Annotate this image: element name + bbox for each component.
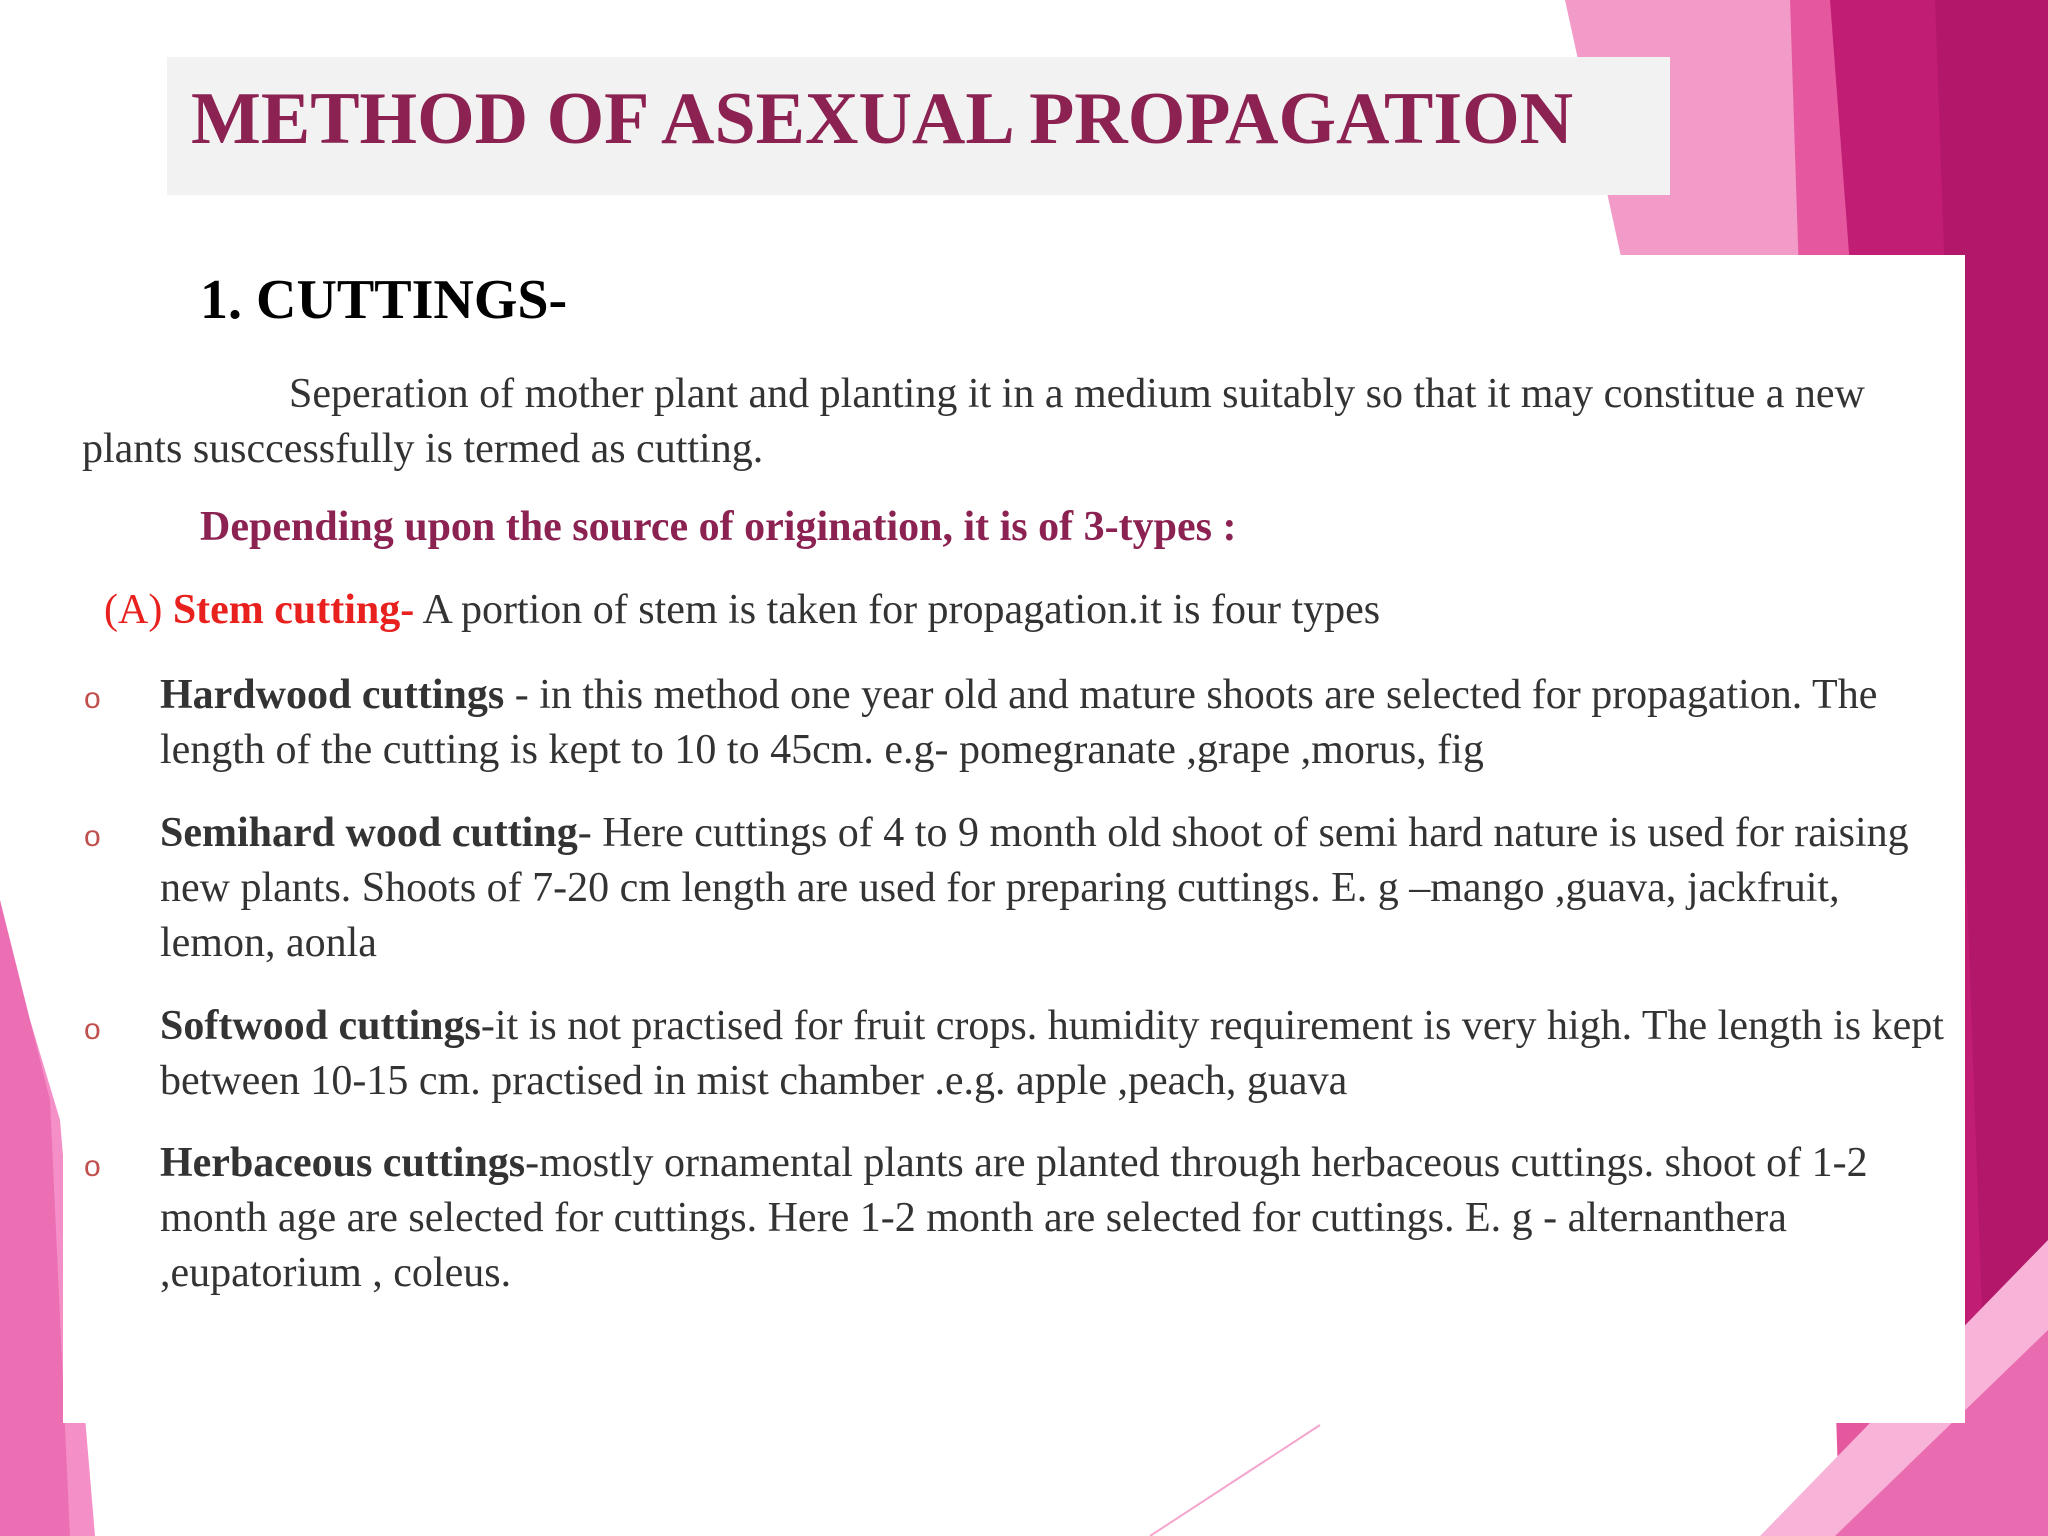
- bullet-description: - in this method one year old and mature shoots are selected for propagation. The length of the cutting is kept to 10 to 45cm. e.g- pomegranate ,grape ,morus, fig: [160, 672, 1878, 773]
- bullet-circle-icon: o: [84, 1013, 101, 1046]
- bullet-text: [160, 806, 1960, 971]
- stem-cutting-description: A portion of stem is taken for propagation.it is four types: [414, 587, 1381, 633]
- bullet-text: [160, 999, 1960, 1109]
- stem-cutting-term: Stem cutting-: [172, 587, 415, 633]
- title-box: [167, 57, 1670, 195]
- slide-title: METHOD OF ASEXUAL PROPAGATION: [191, 78, 1574, 160]
- bullet-circle-icon: o: [84, 682, 101, 715]
- bullet-circle-icon: o: [84, 820, 101, 853]
- bullet-text: [160, 1136, 1960, 1301]
- bullet-text: [160, 668, 1960, 778]
- definition-text: Seperation of mother plant and planting it in a medium suitably so that it may constitue a new plants susccessfully is termed as cutting.: [82, 371, 1865, 472]
- bullet-description: -it is not practised for fruit crops. humidity requirement is very high. The length is kept between 10-15 cm. practised in mist chamber .e.g. apple ,peach, guava: [160, 1003, 1944, 1104]
- stem-cutting-line: [104, 586, 1380, 634]
- bullet-term: Softwood cuttings: [160, 1003, 481, 1049]
- bullet-circle-icon: o: [84, 1150, 101, 1183]
- section-heading: 1. CUTTINGS-: [200, 269, 568, 331]
- bullet-term: Herbaceous cuttings: [160, 1140, 526, 1186]
- types-intro: Depending upon the source of origination, it is of 3-types :: [200, 504, 1237, 550]
- bg-thin-line-bottom: [1150, 1425, 1320, 1536]
- bullet-term: Semihard wood cutting: [160, 810, 578, 856]
- bullet-term: Hardwood cuttings: [160, 672, 505, 718]
- bullet-description: -mostly ornamental plants are planted through herbaceous cuttings. shoot of 1-2 month age are selected for cuttings. Here 1-2 month are selected for cuttings. E. g - alternanthera ,eupatorium , coleus.: [160, 1140, 1868, 1296]
- bullet-description: - Here cuttings of 4 to 9 month old shoot of semi hard nature is used for raising new plants. Shoots of 7-20 cm length are used for preparing cuttings. E. g –mango ,guava, jackfruit, lemon, aonla: [160, 810, 1909, 966]
- stem-cutting-prefix: (A): [104, 587, 173, 633]
- definition-paragraph: [82, 367, 1942, 477]
